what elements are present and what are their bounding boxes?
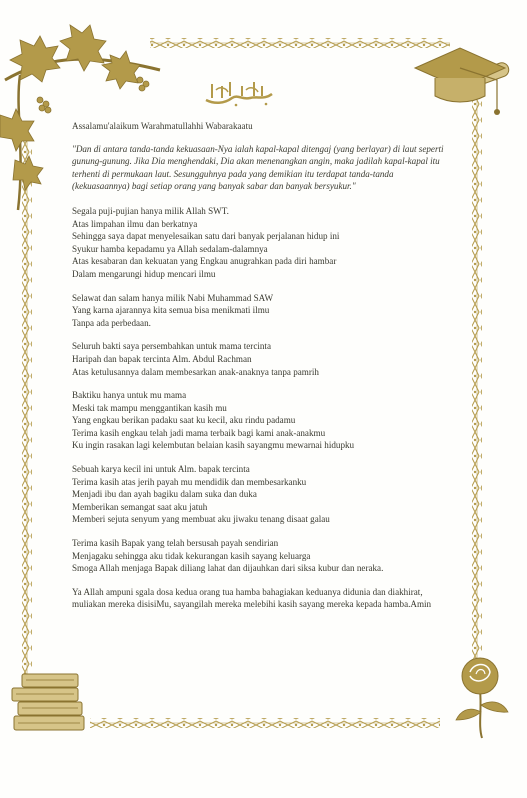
paragraph-line: Terima kasih Bapak yang telah bersusah payah sendirian bbox=[72, 538, 279, 549]
paragraph-line: Segala puji-pujian hanya milik Allah SWT. bbox=[72, 205, 229, 216]
dedication-paragraph bbox=[72, 389, 450, 452]
book-stack-icon bbox=[8, 668, 98, 738]
dedication-paragraph bbox=[72, 340, 450, 378]
paragraph-line: Tanpa ada perbedaan. bbox=[72, 317, 151, 328]
paragraph-line: Selawat dan salam hanya milik Nabi Muhammad SAW bbox=[72, 292, 274, 303]
paragraph-line: Terima kasih engkau telah jadi mama terbaik bagi kami anak-anakmu bbox=[72, 427, 326, 438]
paragraph-line: Syukur hamba kepadamu ya Allah sedalam-dalamnya bbox=[72, 243, 268, 254]
quran-quote: "Dan di antara tanda-tanda kekuasaan-Nya ialah kapal-kapal ditengaj (yang berlayar) di laut seperti gunung-gunung. Jika Dia menghendaki, Dia akan menenangkan angin, maka jadilah kapal-kapal itu terhenti di permukaan laut. Sesungguhnya pada yang demikian itu terdapat tanda-tanda (kekuasaannya) bagi setiap orang yang banyak sabar dan banyak bersyukur." bbox=[72, 143, 444, 192]
paragraph-line: Atas kesabaran dan kekuatan yang Engkau anugrahkan pada diri hambar bbox=[72, 256, 337, 267]
rose-icon bbox=[448, 650, 513, 740]
dedication-paragraph bbox=[72, 586, 450, 611]
greeting: Assalamu'alaikum Warahmatullahhi Wabarakaatu bbox=[72, 121, 253, 131]
paragraph-line: Dalam mengarungi hidup mencari ilmu bbox=[72, 268, 216, 279]
dedication-paragraph bbox=[72, 463, 450, 526]
dedication-paragraph bbox=[72, 205, 450, 281]
paragraph-line: Atas ketulusannya dalam membesarkan anak-anaknya tanpa pamrih bbox=[72, 366, 319, 377]
paragraph-line: Sebuah karya kecil ini untuk Alm. bapak tercinta bbox=[72, 464, 250, 475]
paragraph-line: Menjagaku sehingga aku tidak kekurangan kasih sayang keluarga bbox=[72, 550, 311, 561]
paragraph-line: Memberikan semangat saat aku jatuh bbox=[72, 501, 208, 512]
letter-content bbox=[72, 120, 450, 622]
dedication-paragraph bbox=[72, 537, 450, 575]
paragraph-line: Yang engkau berikan padaku saat ku kecil, aku rindu padamu bbox=[72, 415, 296, 426]
paragraph-line: Ku ingin rasakan lagi kelembutan belaian kasih sayangmu mewarnai hidupku bbox=[72, 440, 355, 451]
paragraph-line: Memberi sejuta senyum yang membuat aku jiwaku tenang disaat galau bbox=[72, 514, 330, 525]
paragraph-line: Haripah dan bapak tercinta Alm. Abdul Rachman bbox=[72, 353, 252, 364]
paragraph-line: Baktiku hanya untuk mu mama bbox=[72, 390, 187, 401]
paragraph-line: Meski tak mampu menggantikan kasih mu bbox=[72, 402, 227, 413]
paragraph-line: Menjadi ibu dan ayah bagiku dalam suka dan duka bbox=[72, 489, 257, 500]
paragraph-line: Smoga Allah menjaga Bapak diliang lahat dan dijauhkan dari siksa kubur dan neraka. bbox=[72, 563, 384, 574]
dedication-paragraph bbox=[72, 292, 450, 330]
basmala-calligraphy bbox=[202, 78, 276, 108]
dedication-paragraphs bbox=[72, 205, 450, 611]
paragraph-line: Yang karna ajarannya kita semua bisa menikmati ilmu bbox=[72, 305, 270, 316]
paragraph-line: Atas limpahan ilmu dan berkatnya bbox=[72, 218, 198, 229]
paragraph-line: Sehingga saya dapat menyelesaikan satu dari banyak perjalanan hidup ini bbox=[72, 231, 340, 242]
paragraph-line: Seluruh bakti saya persembahkan untuk mama tercinta bbox=[72, 341, 271, 352]
paragraph-line: Ya Allah ampuni sgala dosa kedua orang tua hamba bahagiakan keduanya didunia dan diakhirat, muliakan mereka disisiMu, sayangilah mereka melebihi kasih sayang mereka kepada hamba.Amin bbox=[72, 586, 432, 610]
paragraph-line: Terima kasih atas jerih payah mu mendidik dan membesarkanku bbox=[72, 476, 307, 487]
